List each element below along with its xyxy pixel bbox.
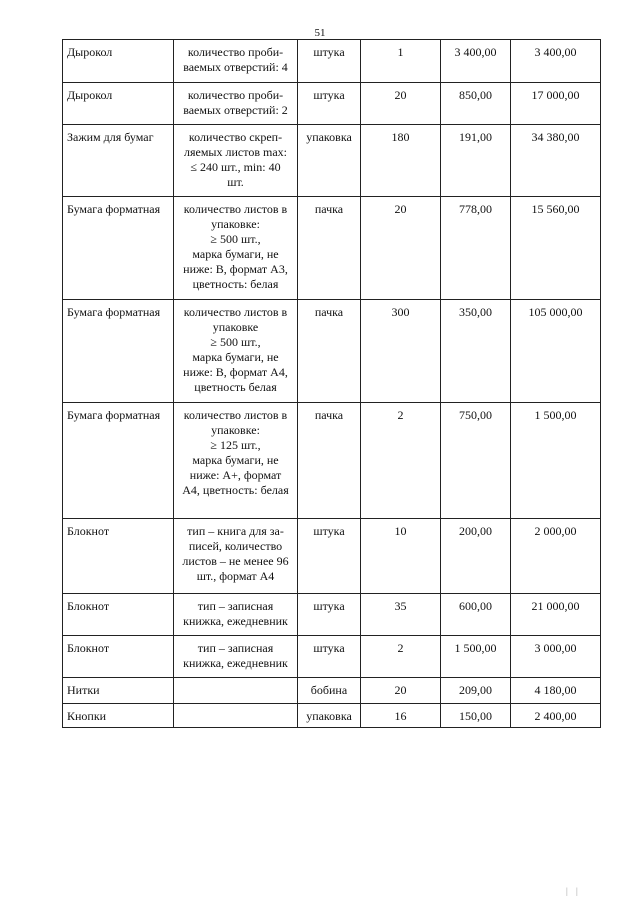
item-price-cell: 600,00 — [441, 594, 511, 636]
item-spec-cell: количество скреп- ляемых листов max: ≤ 240 шт., min: 40 шт. — [174, 125, 298, 197]
item-sum-cell: 2 000,00 — [511, 519, 601, 594]
item-spec-cell: количество листов в упаковке ≥ 500 шт., марка бумаги, не ниже: В, формат А4, цветность белая — [174, 300, 298, 403]
table-row — [63, 678, 601, 704]
scan-corner-marks: | | — [566, 886, 581, 896]
item-price-cell: 200,00 — [441, 519, 511, 594]
item-sum-cell: 4 180,00 — [511, 678, 601, 704]
item-unit-cell: штука — [298, 594, 361, 636]
item-quantity-cell: 180 — [361, 125, 441, 197]
item-price-cell: 850,00 — [441, 83, 511, 125]
item-quantity-cell: 2 — [361, 403, 441, 519]
item-name-cell: Бумага форматная — [63, 197, 174, 300]
item-price-cell: 3 400,00 — [441, 40, 511, 83]
item-price-cell: 191,00 — [441, 125, 511, 197]
item-quantity-cell: 20 — [361, 83, 441, 125]
item-price-cell: 350,00 — [441, 300, 511, 403]
item-spec-cell — [174, 678, 298, 704]
item-sum-cell: 2 400,00 — [511, 704, 601, 728]
item-name-cell: Блокнот — [63, 636, 174, 678]
item-quantity-cell: 16 — [361, 704, 441, 728]
item-sum-cell: 3 400,00 — [511, 40, 601, 83]
item-name-cell: Зажим для бумаг — [63, 125, 174, 197]
table-row — [63, 704, 601, 728]
table-row — [63, 594, 601, 636]
item-sum-cell: 17 000,00 — [511, 83, 601, 125]
item-unit-cell: штука — [298, 83, 361, 125]
item-sum-cell: 21 000,00 — [511, 594, 601, 636]
page-number: 51 — [314, 27, 326, 39]
item-quantity-cell: 20 — [361, 678, 441, 704]
item-sum-cell: 15 560,00 — [511, 197, 601, 300]
item-spec-cell: количество листов в упаковке: ≥ 500 шт., марка бумаги, не ниже: В, формат А3, цветность: белая — [174, 197, 298, 300]
item-spec-cell: тип – книга для за- писей, количество листов – не менее 96 шт., формат А4 — [174, 519, 298, 594]
item-unit-cell: штука — [298, 519, 361, 594]
item-spec-cell: тип – записная книжка, ежедневник — [174, 636, 298, 678]
item-name-cell: Кнопки — [63, 704, 174, 728]
table-row — [63, 300, 601, 403]
item-quantity-cell: 300 — [361, 300, 441, 403]
item-price-cell: 750,00 — [441, 403, 511, 519]
item-spec-cell: количество проби- ваемых отверстий: 4 — [174, 40, 298, 83]
item-spec-cell: количество листов в упаковке: ≥ 125 шт., марка бумаги, не ниже: А+, формат А4, цветность: белая — [174, 403, 298, 519]
table-row — [63, 636, 601, 678]
item-unit-cell: упаковка — [298, 704, 361, 728]
item-unit-cell: бобина — [298, 678, 361, 704]
item-unit-cell: пачка — [298, 403, 361, 519]
table-row — [63, 83, 601, 125]
item-unit-cell: пачка — [298, 300, 361, 403]
table-row — [63, 40, 601, 83]
table-row — [63, 519, 601, 594]
item-spec-cell: тип – записная книжка, ежедневник — [174, 594, 298, 636]
item-price-cell: 778,00 — [441, 197, 511, 300]
item-quantity-cell: 20 — [361, 197, 441, 300]
item-quantity-cell: 35 — [361, 594, 441, 636]
item-quantity-cell: 1 — [361, 40, 441, 83]
item-price-cell: 1 500,00 — [441, 636, 511, 678]
item-spec-cell — [174, 704, 298, 728]
table-row — [63, 197, 601, 300]
item-name-cell: Бумага форматная — [63, 300, 174, 403]
item-unit-cell: штука — [298, 40, 361, 83]
item-name-cell: Блокнот — [63, 519, 174, 594]
item-price-cell: 209,00 — [441, 678, 511, 704]
item-unit-cell: упаковка — [298, 125, 361, 197]
item-name-cell: Дырокол — [63, 83, 174, 125]
item-sum-cell: 1 500,00 — [511, 403, 601, 519]
item-name-cell: Блокнот — [63, 594, 174, 636]
item-sum-cell: 34 380,00 — [511, 125, 601, 197]
table-row — [63, 125, 601, 197]
item-name-cell: Дырокол — [63, 40, 174, 83]
specification-table — [62, 39, 601, 728]
item-sum-cell: 3 000,00 — [511, 636, 601, 678]
table-row — [63, 403, 601, 519]
item-name-cell: Нитки — [63, 678, 174, 704]
item-quantity-cell: 10 — [361, 519, 441, 594]
item-sum-cell: 105 000,00 — [511, 300, 601, 403]
item-price-cell: 150,00 — [441, 704, 511, 728]
item-unit-cell: штука — [298, 636, 361, 678]
item-quantity-cell: 2 — [361, 636, 441, 678]
item-unit-cell: пачка — [298, 197, 361, 300]
item-name-cell: Бумага форматная — [63, 403, 174, 519]
item-spec-cell: количество проби- ваемых отверстий: 2 — [174, 83, 298, 125]
